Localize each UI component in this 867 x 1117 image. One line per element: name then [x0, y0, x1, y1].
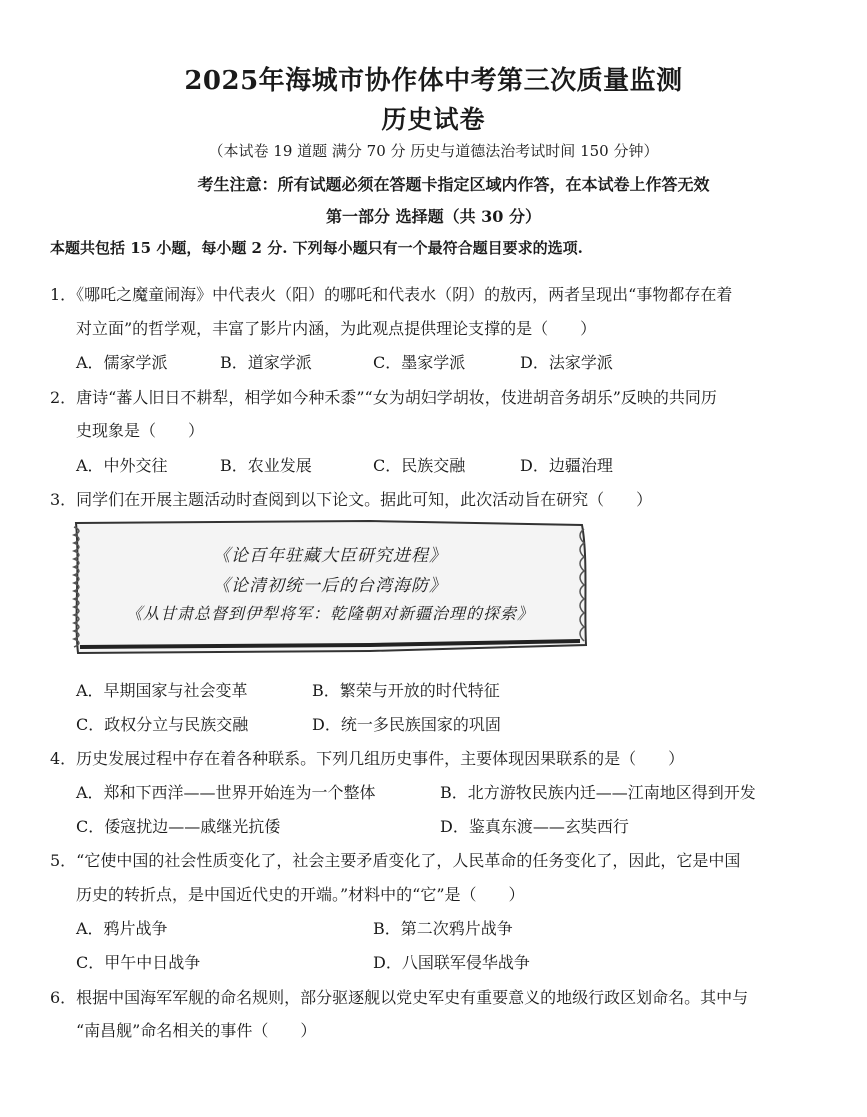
- section-heading: 第一部分 选择题（共 30 分）: [326, 207, 541, 226]
- exam-title: 2025年海城市协作体中考第三次质量监测: [184, 66, 683, 96]
- question-3-option-b: B．繁荣与开放的时代特征: [312, 681, 500, 700]
- question-2-option-b: B．农业发展: [220, 456, 312, 475]
- question-5-option-a: A．鸦片战争: [76, 919, 168, 938]
- question-4-option-a: A．郑和下西洋——世界开始连为一个整体: [76, 783, 376, 802]
- question-2-line-2: 史现象是（ ）: [76, 421, 205, 440]
- question-5-option-c: C．甲午中日战争: [76, 953, 201, 972]
- section-instructions: 本题共包括 15 小题，每小题 2 分. 下列每小题只有一个最符合题目要求的选项.: [50, 239, 583, 257]
- question-3-line-1: 3．同学们在开展主题活动时查阅到以下论文。据此可知，此次活动旨在研究（ ）: [50, 490, 653, 509]
- exam-subtitle: 历史试卷: [381, 105, 486, 134]
- paper-title-2: 《论清初统一后的台湾海防》: [213, 576, 447, 596]
- question-5-line-1: 5．“它使中国的社会性质变化了，社会主要矛盾变化了，人民革命的任务变化了，因此，它是中国: [50, 851, 741, 870]
- exam-info: （本试卷 19 道题 满分 70 分 历史与道德法治考试时间 150 分钟）: [208, 142, 659, 160]
- question-2-line-1: 2．唐诗“蕃人旧日不耕犁，相学如今种禾黍”“女为胡妇学胡妆，伎进胡音务胡乐”反映的共同历: [50, 388, 717, 407]
- paper-title-1: 《论百年驻藏大臣研究进程》: [213, 546, 447, 566]
- question-6-line-2: “南昌舰”命名相关的事件（ ）: [76, 1021, 317, 1040]
- paper-title-3: 《从甘肃总督到伊犁将军：乾隆朝对新疆治理的探索》: [125, 604, 534, 623]
- question-5-option-d: D．八国联军侵华战争: [373, 953, 530, 972]
- question-3-option-d: D．统一多民族国家的巩固: [312, 715, 501, 734]
- question-5-option-b: B．第二次鸦片战争: [373, 919, 513, 938]
- question-1-option-d: D．法家学派: [520, 353, 613, 372]
- question-2-option-d: D．边疆治理: [520, 456, 613, 475]
- question-5-line-2: 历史的转折点，是中国近代史的开端。”材料中的“它”是（ ）: [76, 885, 525, 904]
- question-4-line-1: 4．历史发展过程中存在着各种联系。下列几组历史事件，主要体现因果联系的是（ ）: [50, 749, 685, 768]
- question-2-option-a: A．中外交往: [76, 456, 168, 475]
- question-4-option-d: D．鉴真东渡——玄奘西行: [440, 817, 629, 836]
- question-6-line-1: 6．根据中国海军军舰的命名规则，部分驱逐舰以党史军史有重要意义的地级行政区划命名。其中与: [50, 988, 749, 1007]
- question-1-line-2: 对立面”的哲学观，丰富了影片内涵，为此观点提供理论支撑的是（ ）: [76, 319, 597, 338]
- question-1-line-1: 1．《哪吒之魔童闹海》中代表火（阳）的哪吒和代表水（阴）的敖丙，两者呈现出“事物都存在着: [50, 285, 733, 304]
- question-1-option-b: B．道家学派: [220, 353, 312, 372]
- exam-notice: 考生注意：所有试题必须在答题卡指定区域内作答，在本试卷上作答无效: [197, 175, 710, 194]
- question-2-option-c: C．民族交融: [373, 456, 466, 475]
- question-4-option-b: B．北方游牧民族内迁——江南地区得到开发: [440, 783, 756, 802]
- question-1-option-c: C．墨家学派: [373, 353, 466, 372]
- question-3-option-c: C．政权分立与民族交融: [76, 715, 249, 734]
- question-4-option-c: C．倭寇扰边——戚继光抗倭: [76, 817, 281, 836]
- paper-titles-scroll: [70, 517, 590, 657]
- question-3-option-a: A．早期国家与社会变革: [76, 681, 248, 700]
- question-1-option-a: A．儒家学派: [76, 353, 168, 372]
